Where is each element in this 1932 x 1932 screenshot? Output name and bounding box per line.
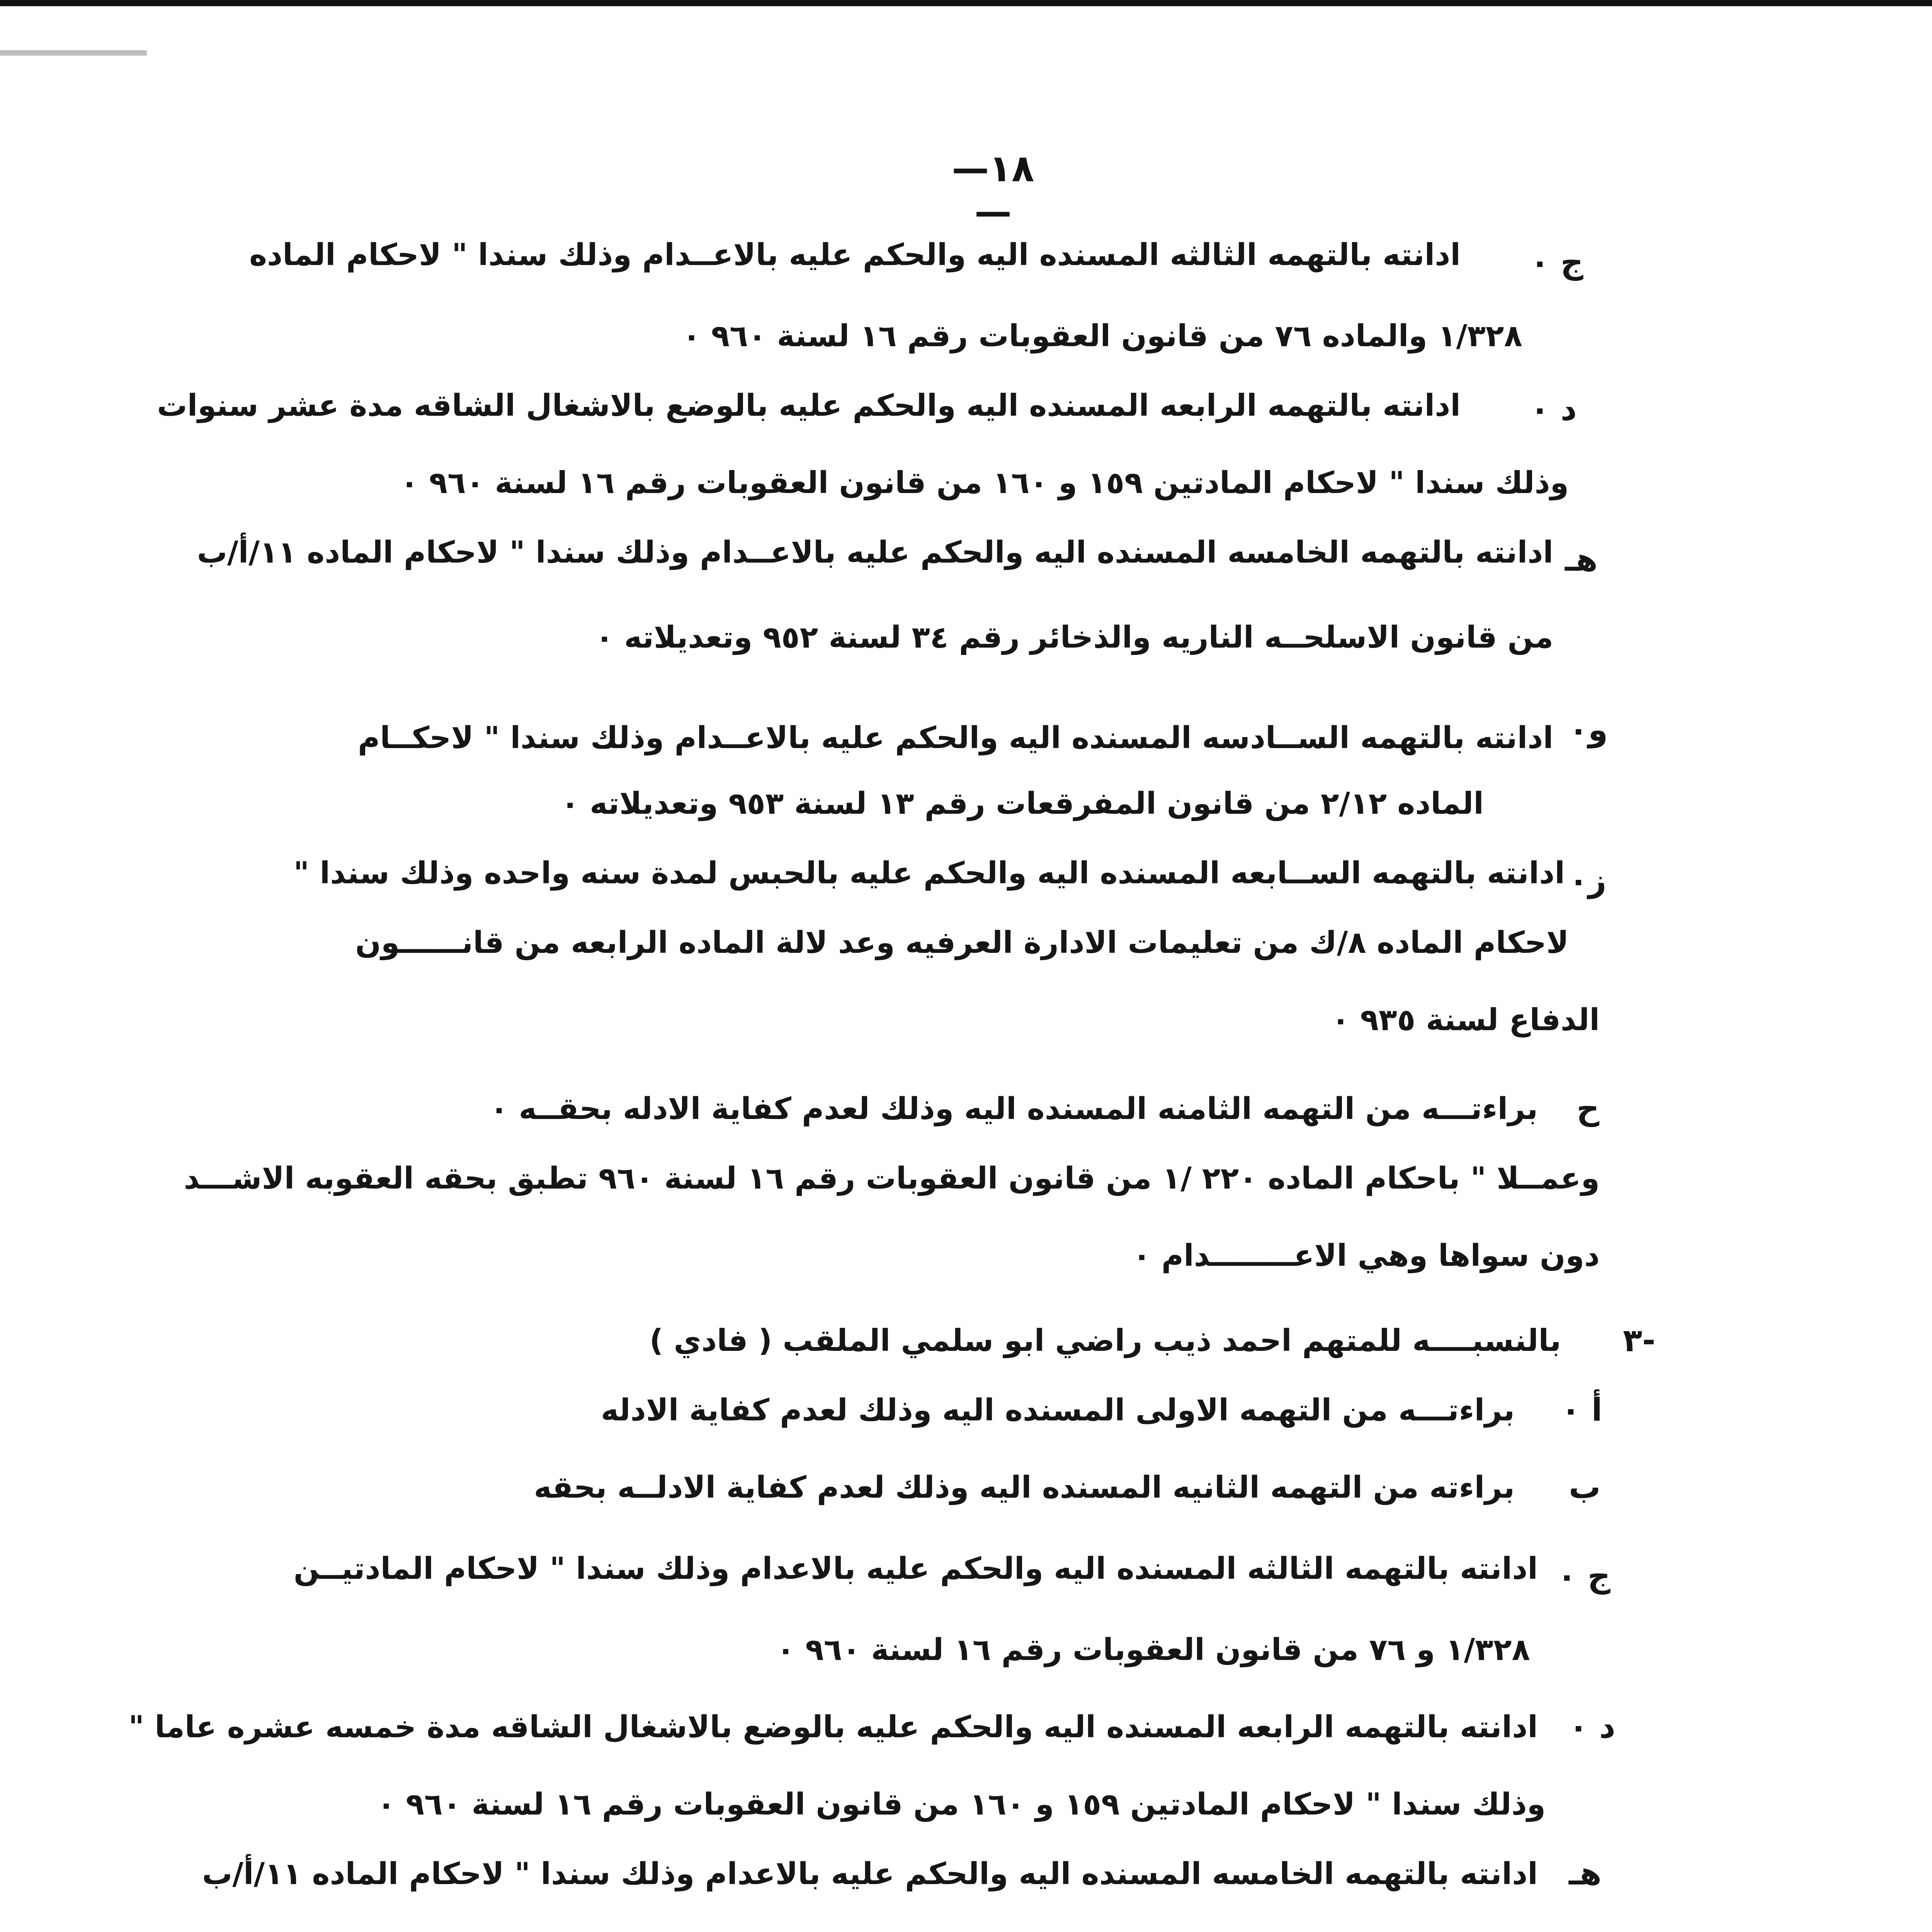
item-line: وذلك سندا " لاحكام المادتين ١٥٩ و ١٦٠ من قانون العقوبات رقم ١٦ لسنة ٩٦٠ ٠ bbox=[377, 1787, 1546, 1822]
item-marker: ح bbox=[1577, 1090, 1600, 1127]
item-marker: هـ bbox=[1565, 542, 1598, 578]
item-line: براءته من التهمه الثانيه المسنده اليه وذلك لعدم كفاية الادلــه بحقه bbox=[534, 1470, 1515, 1505]
item-marker: هـ bbox=[1569, 1855, 1602, 1892]
item-line: ادانته بالتهمه الثالثه المسنده اليه والحكم عليه بالاعــدام وذلك سندا " لاحكام الماده bbox=[249, 238, 1461, 272]
item-marker: و٠ bbox=[1569, 712, 1608, 748]
item-line: ادانته بالتهمه الثالثه المسنده اليه والحكم عليه بالاعدام وذلك سندا " لاحكام المادتيــن bbox=[293, 1551, 1538, 1586]
item-line: وذلك سندا " لاحكام المادتين ١٥٩ و ١٦٠ من قانون العقوبات رقم ١٦ لسنة ٩٦٠ ٠ bbox=[400, 466, 1569, 500]
item-marker: ز٠ bbox=[1569, 862, 1607, 899]
item-line: لاحكام الماده ٨/ك من تعليمات الادارة العرفيه وعد لالة الماده الرابعه من قانــــــون bbox=[355, 925, 1569, 960]
item-line: ادانته بالتهمه الرابعه المسنده اليه والحكم عليه بالوضع بالاشغال الشاقه مدة عشر سنوات bbox=[157, 388, 1461, 423]
item-line: ادانته بالتهمه الســابعه المسنده اليه والحكم عليه بالحبس لمدة سنه واحده وذلك سندا " bbox=[293, 856, 1565, 891]
item-line: براءتـــه من التهمه الاولى المسنده اليه وذلك لعدم كفاية الادله bbox=[601, 1393, 1515, 1428]
item-marker: ٣- bbox=[1623, 1322, 1656, 1359]
item-marker: أ ٠ bbox=[1561, 1392, 1602, 1429]
item-line: الدفاع لسنة ٩٣٥ ٠ bbox=[1331, 1003, 1600, 1037]
item-line: ١/٣٢٨ والماده ٧٦ من قانون العقوبات رقم ١٦ لسنة ٩٦٠ ٠ bbox=[682, 319, 1522, 354]
item-marker: ج ٠ bbox=[1557, 1558, 1611, 1595]
item-marker: ب bbox=[1569, 1469, 1601, 1506]
item-line: من قانون الاسلحــه الناريه والذخائر رقم ٣٤ لسنة ٩٥٢ وتعديلاته ٠ bbox=[595, 620, 1553, 655]
item-marker: د ٠ bbox=[1569, 1709, 1616, 1745]
item-line: ادانته بالتهمه الخامسه المسنده اليه والحكم عليه بالاعــدام وذلك سندا " لاحكام الماده ١١/أ/ب bbox=[197, 535, 1553, 570]
item-line: وعمــلا " باحكام الماده ٢٢٠ /١ من قانون العقوبات رقم ١٦ لسنة ٩٦٠ تطبق بحقه العقوبه الاشـــد bbox=[184, 1161, 1600, 1196]
item-line: بالنسبــــه للمتهم احمد ذيب راضي ابو سلمي الملقب ( فادي ) bbox=[649, 1323, 1561, 1358]
page-number: —١٨— bbox=[952, 147, 1034, 233]
item-line: دون سواها وهي الاعــــــــدام ٠ bbox=[1133, 1238, 1600, 1273]
item-line: براءتـــه من التهمه الثامنه المسنده اليه وذلك لعدم كفاية الادله بحقــه ٠ bbox=[490, 1092, 1538, 1126]
item-line: ادانته بالتهمه الخامسه المسنده اليه والحكم عليه بالاعدام وذلك سندا " لاحكام الماده ١١/أ/ب bbox=[202, 1857, 1538, 1891]
item-marker: ج ٠ bbox=[1530, 244, 1583, 281]
item-line: ادانته بالتهمه الرابعه المسنده اليه والحكم عليه بالوضع بالاشغال الشاقه مدة خمسه عشره عاما " bbox=[128, 1710, 1538, 1745]
item-line: ١/٣٢٨ و ٧٦ من قانون العقوبات رقم ١٦ لسنة ٩٦٠ ٠ bbox=[776, 1633, 1530, 1667]
item-line: ادانته بالتهمه الســادسه المسنده اليه والحكم عليه بالاعــدام وذلك سندا " لاحكــام bbox=[358, 721, 1553, 755]
item-line: الماده ٢/١٢ من قانون المفرقعات رقم ١٣ لسنة ٩٥٣ وتعديلاته ٠ bbox=[561, 786, 1484, 821]
item-marker: د ٠ bbox=[1530, 391, 1577, 428]
